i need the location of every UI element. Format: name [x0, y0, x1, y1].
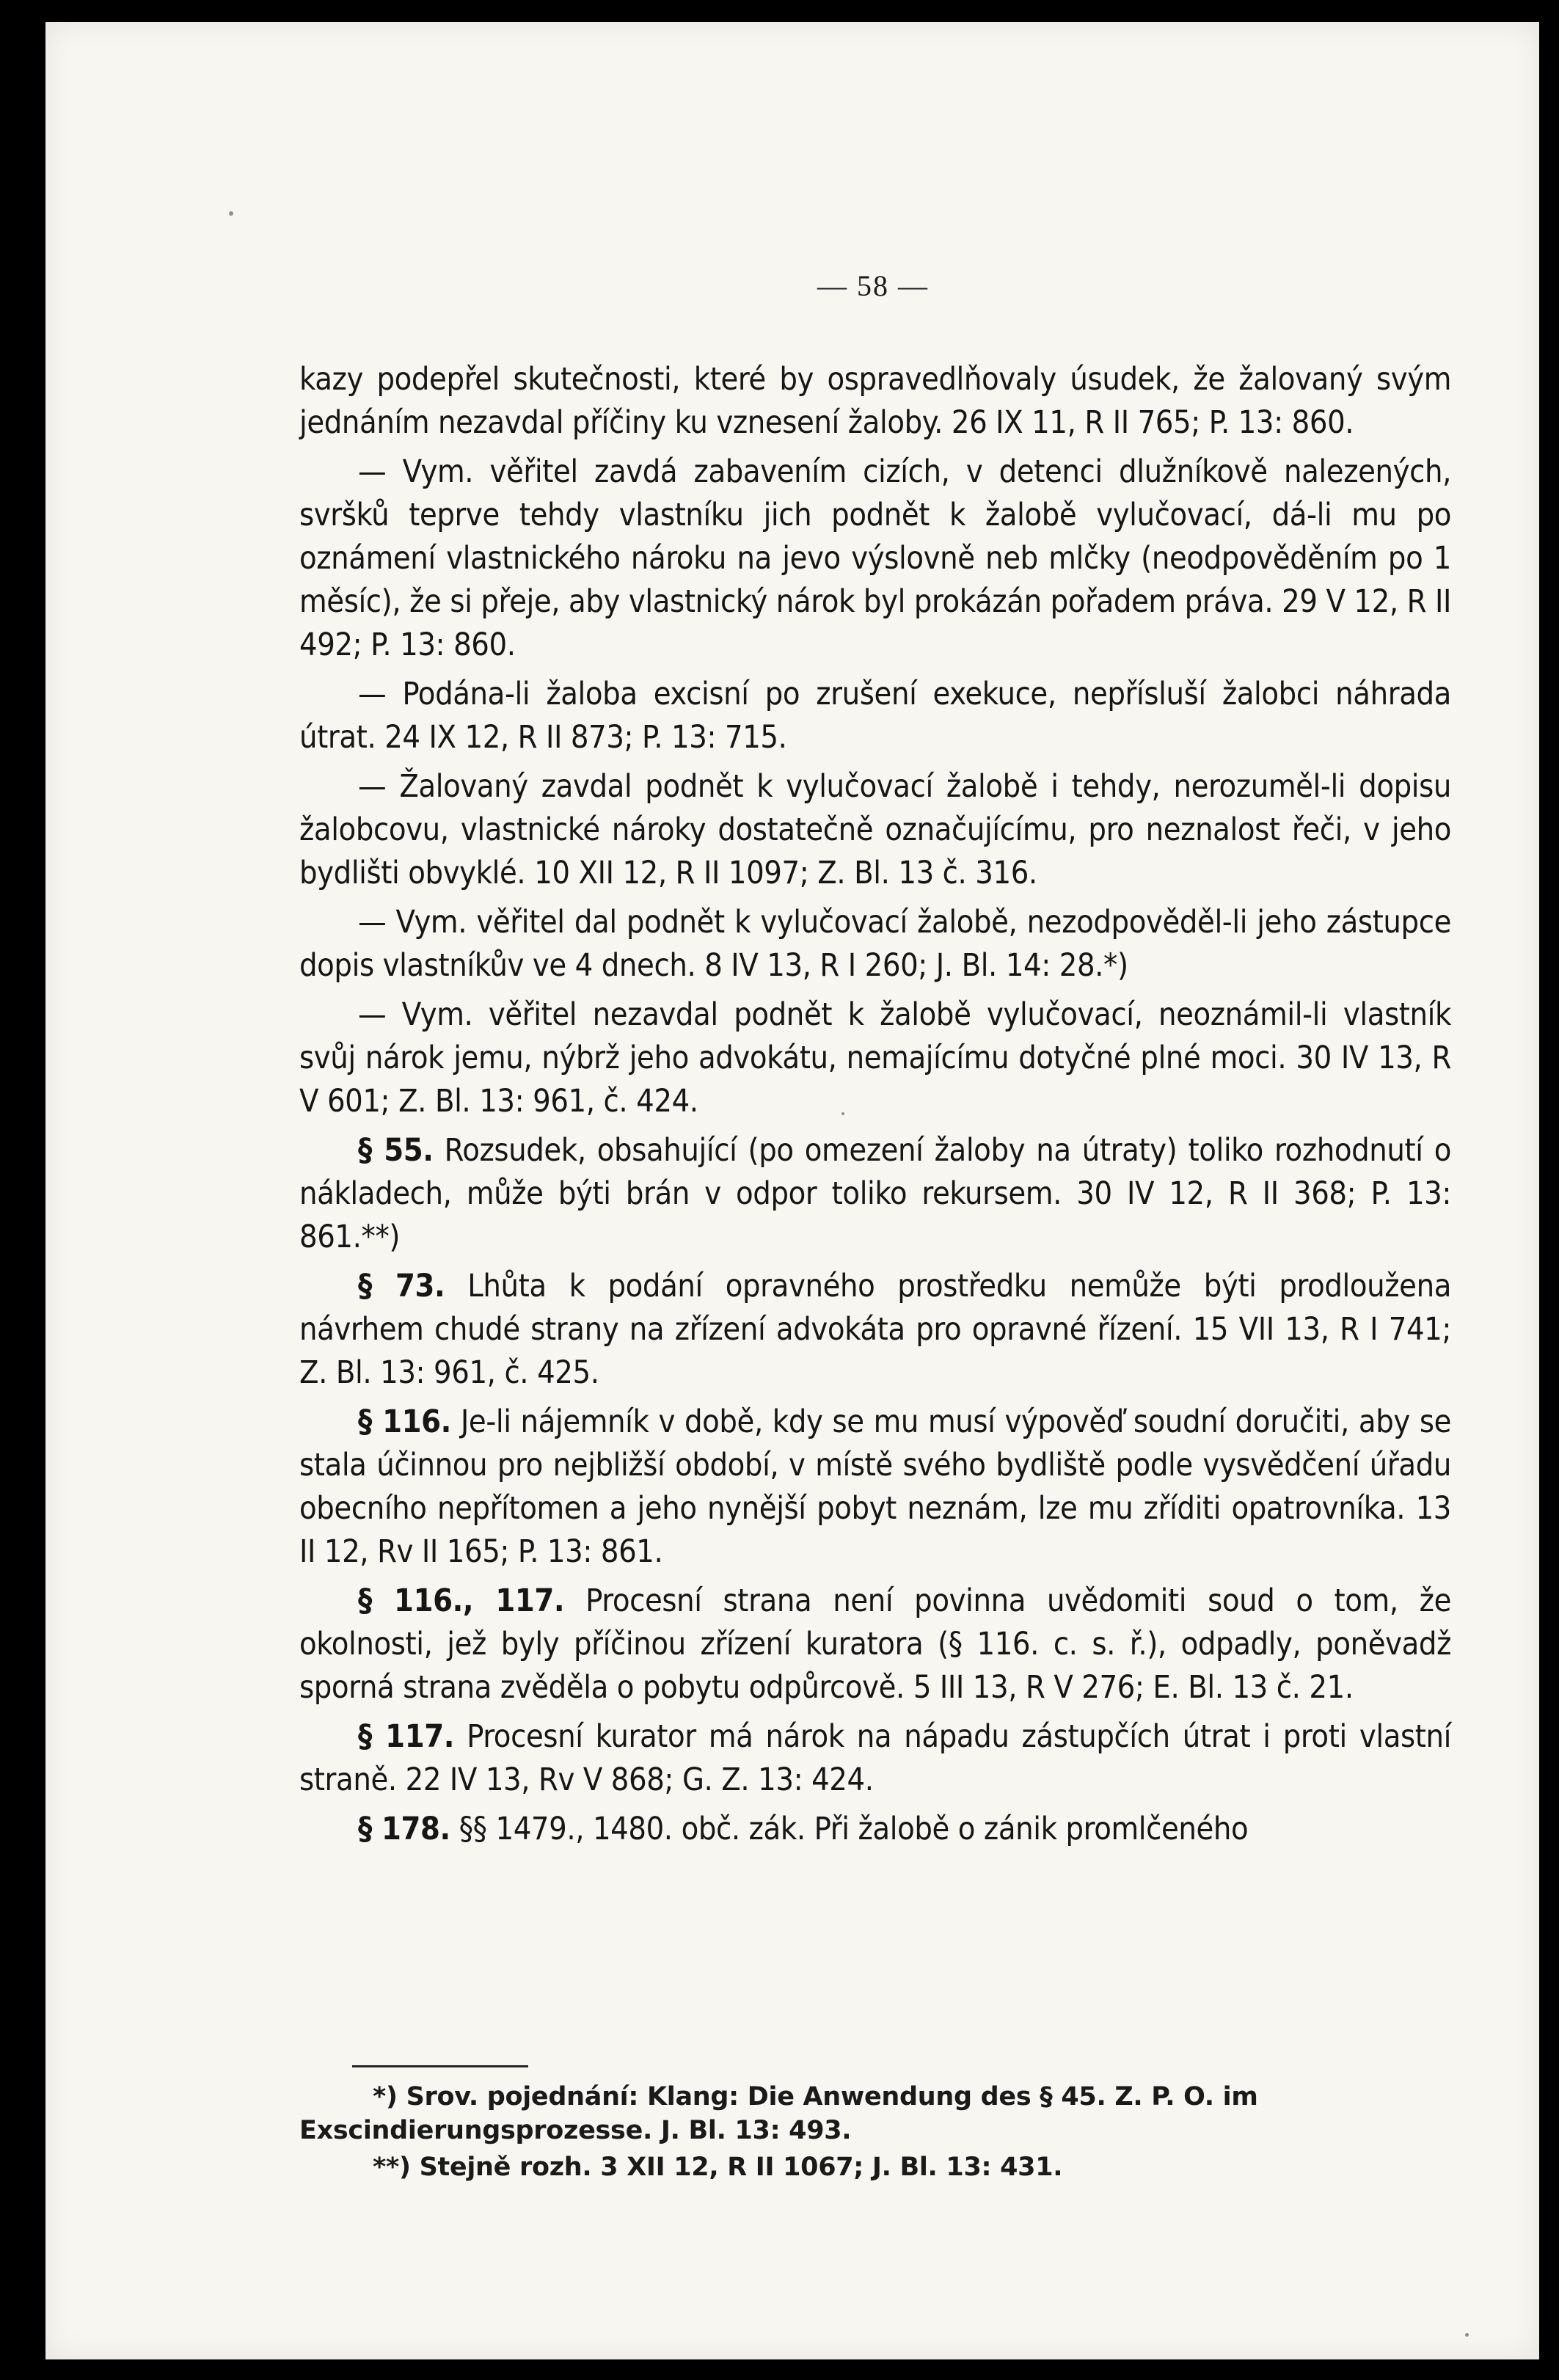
scan-speck	[229, 211, 233, 216]
scan-speck	[841, 1112, 844, 1115]
footnote: **) Stejně rozh. 3 XII 12, R II 1067; J. Bl. 13: 431.	[373, 2153, 1063, 2182]
section-paragraph	[299, 1401, 1451, 1574]
section-paragraph	[299, 1808, 1451, 1851]
footnotes	[299, 2080, 1451, 2187]
section-text: Lhůta k podání opravného prostředku nemůže býti prodloužena návrhem chudé strany na zřízení advokáta pro opravné řízení. 15 VII 13, R I 741; Z. Bl. 13: 961, č. 425.	[299, 1268, 1452, 1391]
footnote-divider	[352, 2065, 528, 2067]
page-number: — 58 —	[817, 269, 929, 302]
section-mark: § 116.	[358, 1403, 451, 1440]
footnote: *) Srov. pojednání: Klang: Die Anwendung des § 45. Z. P. O. im Exscindierungsprozesse. J. Bl. 13: 493.	[299, 2082, 1258, 2145]
section-mark: § 73.	[358, 1268, 445, 1304]
paragraph: — Vym. věřitel zavdá zabavením cizích, v detenci dlužníkově nalezených, svršků teprve tehdy vlastníku jich podnět k žalobě vylučovací, dá-li mu po oznámení vlastnického nároku na jevo výslovně neb mlčky (neodpověděním po 1 měsíc), že si přeje, aby vlastnický nárok byl prokázán pořadem práva. 29 V 12, R II 492; P. 13: 860.	[299, 453, 1451, 663]
paragraph: — Vym. věřitel dal podnět k vylučovací žalobě, nezodpověděl-li jeho zástupce dopis vlastníkův ve 4 dnech. 8 IV 13, R I 260; J. Bl. 14: 28.*)	[299, 904, 1451, 984]
body-text	[299, 358, 1451, 1857]
paragraph: — Vym. věřitel nezavdal podnět k žalobě vylučovací, neoznámil-li vlastník svůj nárok jemu, nýbrž jeho advokátu, nemajícímu dotyčné plné moci. 30 IV 13, R V 601; Z. Bl. 13: 961, č. 424.	[299, 996, 1451, 1120]
section-text: §§ 1479., 1480. obč. zák. Při žalobě o zánik promlčeného	[450, 1811, 1249, 1847]
section-mark: § 55.	[358, 1132, 434, 1169]
section-text: Procesní strana není povinna uvědomiti soud o tom, že okolnosti, jež byly příčinou zřízení kuratora (§ 116. c. s. ř.), odpadly, poněvadž sporná strana zvěděla o pobytu odpůrcově. 5 III 13, R V 276; E. Bl. 13 č. 21.	[299, 1583, 1451, 1706]
scan-speck	[1465, 2333, 1469, 2337]
document-page	[45, 22, 1539, 2359]
section-mark: § 116., 117.	[358, 1583, 565, 1619]
section-paragraph	[299, 1715, 1451, 1802]
paragraph: kazy podepřel skutečnosti, které by ospravedlňovaly úsudek, že žalovaný svým jednáním nezavdal příčiny ku vznesení žaloby. 26 IX 11, R II 765; P. 13: 860.	[299, 361, 1451, 441]
paragraph: — Žalovaný zavdal podnět k vylučovací žalobě i tehdy, nerozuměl-li dopisu žalobcovu, vlastnické nároky dostatečně označujícímu, pro neznalost řeči, v jeho bydlišti obvyklé. 10 XII 12, R II 1097; Z. Bl. 13 č. 316.	[299, 768, 1451, 891]
section-mark: § 178.	[358, 1811, 450, 1847]
section-paragraph	[299, 1129, 1451, 1259]
section-paragraph	[299, 1265, 1451, 1395]
paragraph: — Podána-li žaloba excisní po zrušení exekuce, nepřísluší žalobci náhrada útrat. 24 IX 12, R II 873; P. 13: 715.	[299, 676, 1451, 756]
section-text: Je-li nájemník v době, kdy se mu musí výpověď soudní doručiti, aby se stala účinnou pro nejbližší období, v místě svého bydliště podle vysvědčení úřadu obecního nepřítomen a jeho nynější pobyt neznám, lze mu zříditi opatrovníka. 13 II 12, Rv II 165; P. 13: 861.	[299, 1403, 1451, 1570]
section-text: Procesní kurator má nárok na nápadu zástupčích útrat i proti vlastní straně. 22 IV 13, Rv V 868; G. Z. 13: 424.	[299, 1718, 1451, 1798]
section-paragraph	[299, 1580, 1451, 1709]
section-text: Rozsudek, obsahující (po omezení žaloby na útraty) toliko rozhodnutí o nákladech, může býti brán v odpor toliko rekursem. 30 IV 12, R II 368; P. 13: 861.**)	[299, 1132, 1451, 1255]
section-mark: § 117.	[358, 1718, 455, 1755]
